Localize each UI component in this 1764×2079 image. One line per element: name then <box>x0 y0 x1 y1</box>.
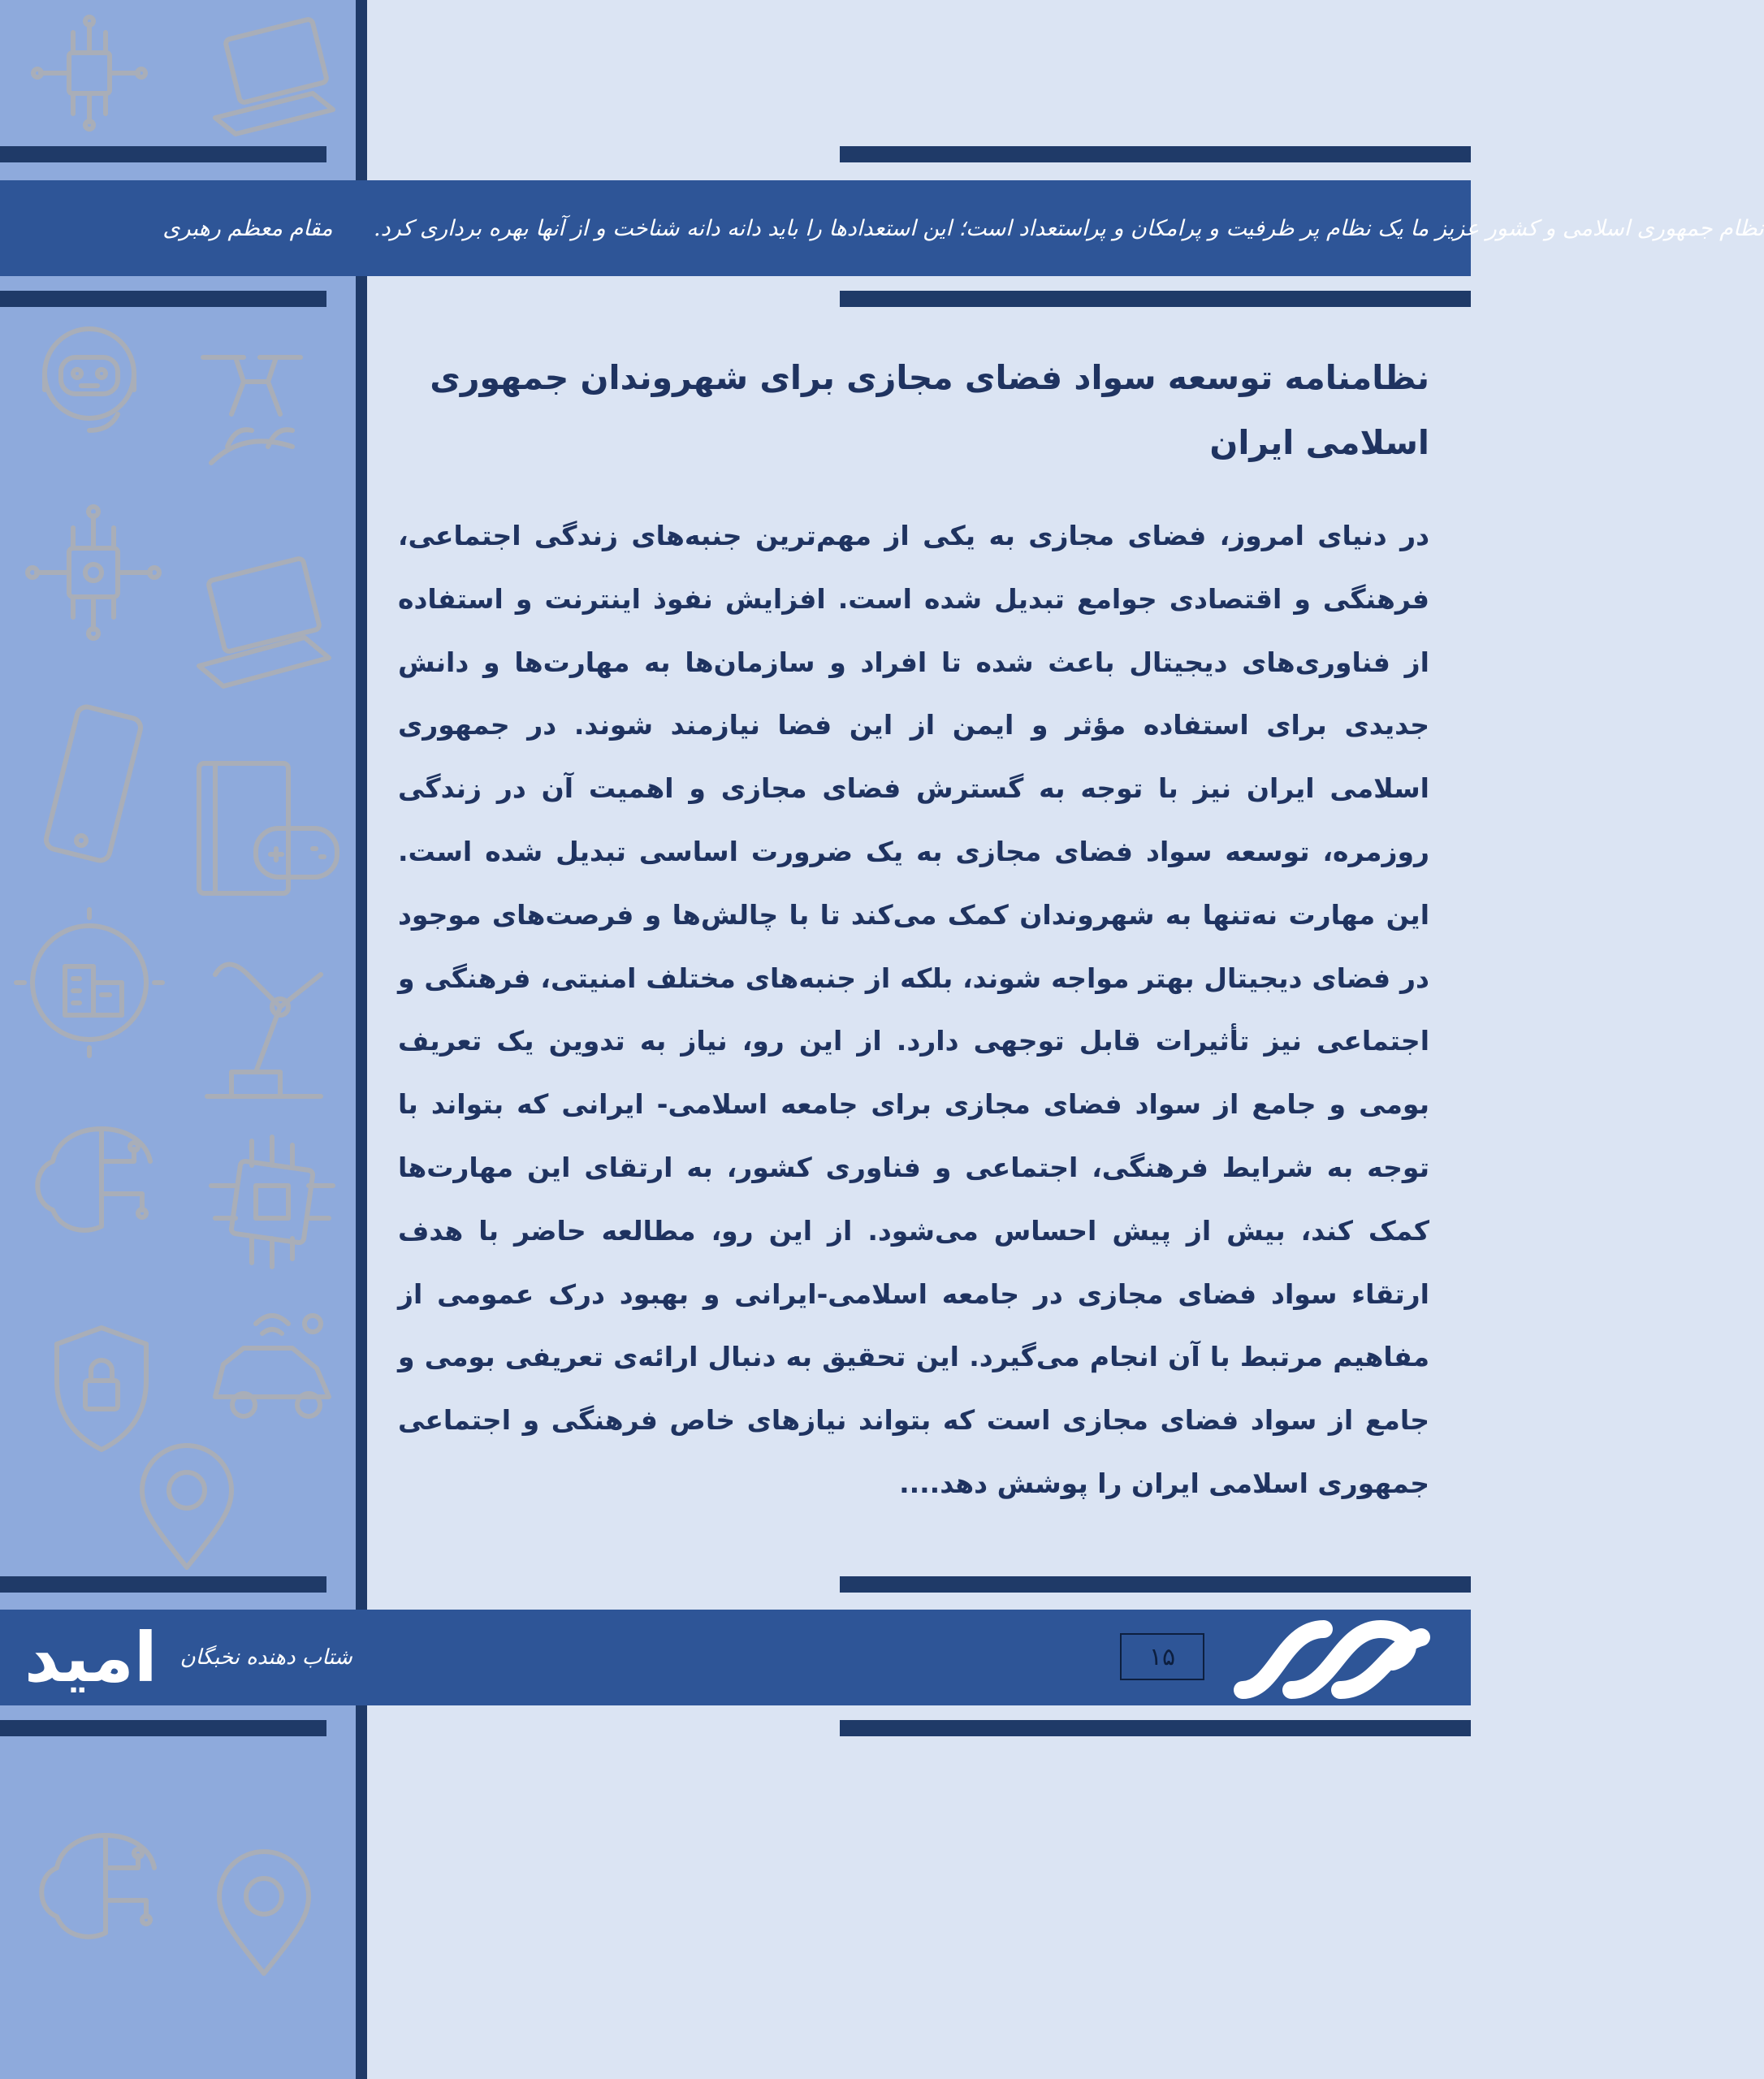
location-pin-icon <box>207 1852 321 1982</box>
ebook-gaming-icon <box>183 747 345 910</box>
brain-circuit-icon <box>28 1113 175 1251</box>
article-body: در دنیای امروز، فضای مجازی به یکی از مهم‌ترین جنبه‌های زندگی اجتماعی، فرهنگی و اقتصادی جوامع تبدیل شده است. افزایش نفوذ اینترنت و استفاده از فناوری‌های دیجیتال باعث شده تا افراد و سازمان‌ها به مهارت‌ها و دانش جدیدی برای استفاده مؤثر و ایمن از این فضا نیازمند شوند. در جمهوری اسلامی ایران نیز با توجه به گسترش فضای مجازی و اهمیت آن در زندگی روزمره، توسعه سواد فضای مجازی به یک ضرورت اساسی تبدیل شده است. این مهارت نه‌تنها به شهروندان کمک می‌کند تا با چالش‌ها و فرصت‌های موجود در فضای دیجیتال بهتر مواجه شوند، بلکه از جنبه‌های مختلف امنیتی، فرهنگی و اجتماعی نیز تأثیرات قابل توجهی دارد. از این رو، نیاز به تدوین یک تعریف بومی و جامع از سواد فضای مجازی برای جامعه اسلامی- ایرانی که بتواند با توجه به شرایط فرهنگی، اجتماعی و فناوری کشور، به ارتقای این مهارت‌ها کمک کند، بیش از پیش احساس می‌شود. از این رو، مطالعه حاضر با هدف ارتقاء سواد فضای مجازی در جامعه اسلامی-ایرانی و بهبود درک عمومی از مفاهیم مرتبط با آن انجام می‌گیرد. این تحقیق به دنبال ارائه‌ی تعریفی بومی و جامع از سواد فضای مجازی است که بتواند نیازهای خاص فرهنگی و اجتماعی جمهوری اسلامی ایران را پوشش دهد.... <box>398 520 1429 1499</box>
circuit-chip-icon <box>16 495 171 650</box>
sidebar-icon-pattern <box>0 0 356 2079</box>
location-pin-icon <box>130 1446 244 1575</box>
header-bar-bottom-right <box>840 291 1471 307</box>
connected-car-icon <box>199 1291 345 1437</box>
robotic-arm-icon <box>183 926 337 1113</box>
header-bar-top-left <box>0 146 326 162</box>
laptop-icon <box>183 536 345 698</box>
processor-chip-icon <box>195 1121 349 1283</box>
drone-farming-icon <box>179 325 325 487</box>
article <box>398 345 1429 1515</box>
header-bar-top-right <box>840 146 1471 162</box>
brand-tagline: شتاب دهنده نخبگان <box>179 1645 352 1670</box>
footer-bar-bottom-left <box>0 1720 326 1736</box>
page-number: ۱۵ <box>1120 1633 1204 1680</box>
sidebar-divider <box>356 0 367 2079</box>
brand-name: امید <box>24 1618 158 1697</box>
footer-bar-bottom-right <box>840 1720 1471 1736</box>
laptop-icon <box>199 12 345 142</box>
brain-circuit-icon <box>32 1819 179 1957</box>
brand-logo-icon <box>1226 1613 1438 1706</box>
header-quote-source: مقام معظم رهبری <box>162 215 333 241</box>
circuit-chip-icon <box>24 8 154 138</box>
smart-city-gear-icon <box>12 901 166 1064</box>
article-title: نظامنامه توسعه سواد فضای مجازی برای شهروندان جمهوری اسلامی ایران <box>430 358 1429 462</box>
robot-support-icon <box>28 309 150 447</box>
header-bar-bottom-left <box>0 291 326 307</box>
brand <box>24 1610 352 1705</box>
footer-bar-top-left <box>0 1576 326 1593</box>
security-shield-icon <box>37 1316 166 1462</box>
header-quote: نظام جمهوری اسلامی و کشور عزیز ما یک نظام پر ظرفیت و پرامکان و پراستعداد است؛ این استعدادها را باید دانه دانه شناخت و از آنها بهره برداری کرد. <box>374 215 1764 241</box>
footer-bar-top-right <box>840 1576 1471 1593</box>
smartphone-icon <box>28 698 158 877</box>
